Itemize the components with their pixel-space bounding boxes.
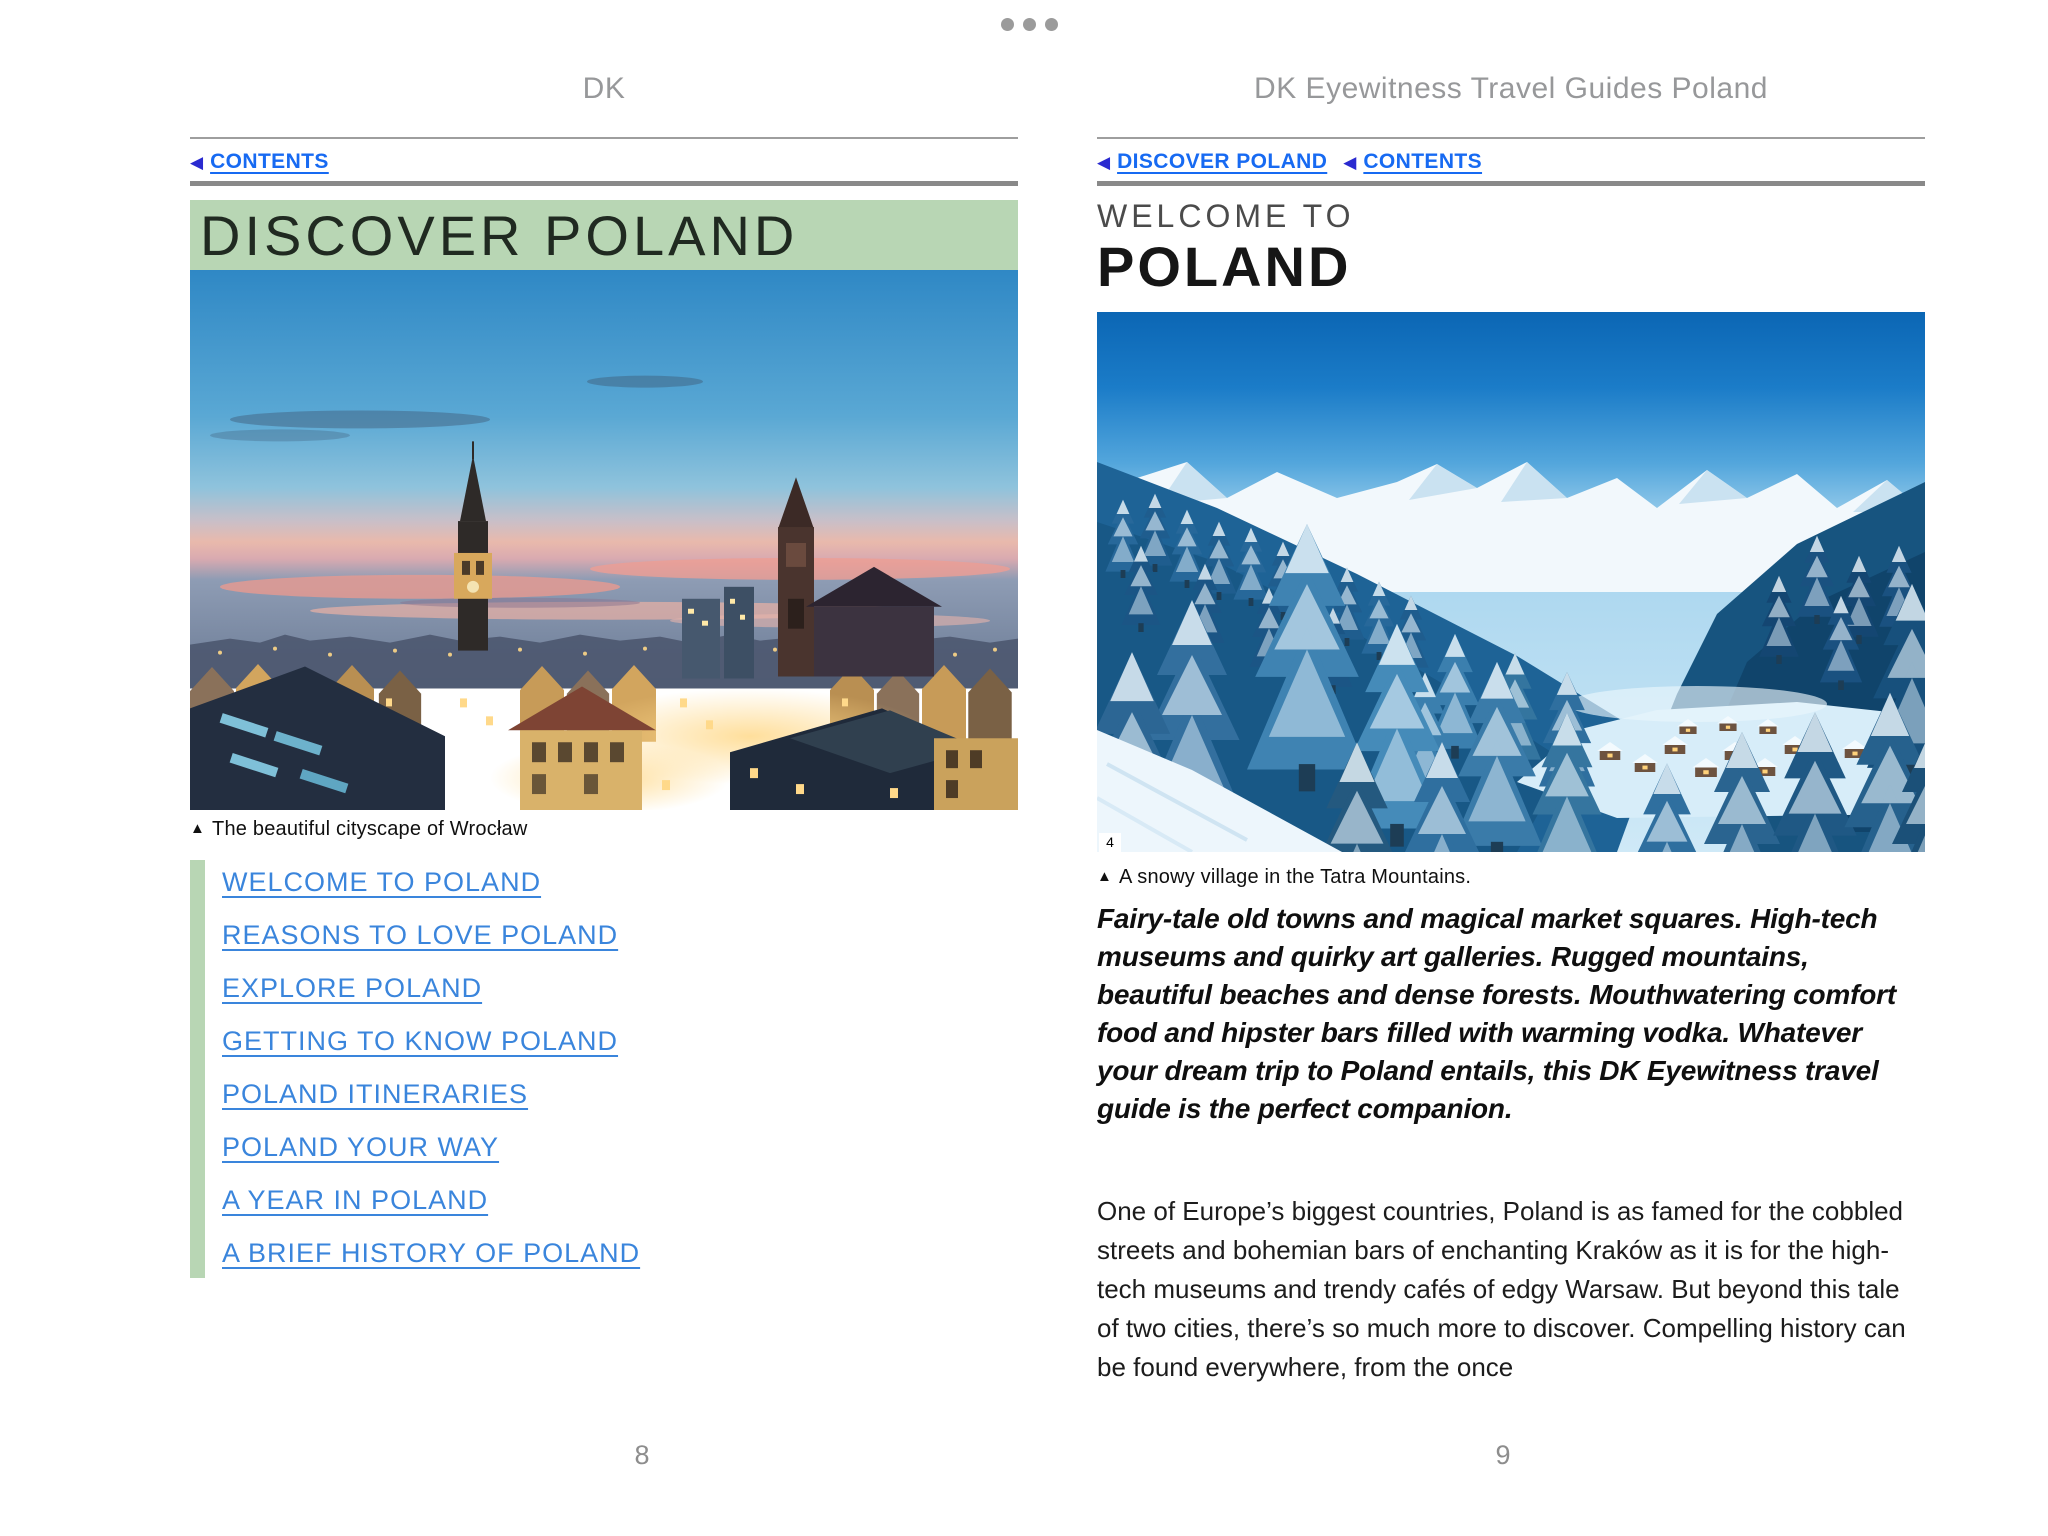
back-arrow-icon: ◀ <box>1097 152 1111 172</box>
toc-link-history[interactable]: A BRIEF HISTORY OF POLAND <box>222 1238 641 1268</box>
back-arrow-icon: ◀ <box>190 152 204 172</box>
wroclaw-cityscape-illustration <box>190 270 1018 810</box>
toc-link-explore[interactable]: EXPLORE POLAND <box>222 973 483 1003</box>
tatra-winter-illustration <box>1097 312 1925 852</box>
left-page <box>190 0 1018 1536</box>
toc-accent-bar <box>190 860 205 1278</box>
toc-link-itineraries[interactable]: POLAND ITINERARIES <box>222 1079 529 1109</box>
divider <box>1097 181 1925 186</box>
contents-link[interactable]: ◀ CONTENTS <box>190 150 329 173</box>
toc-link-getting[interactable]: GETTING TO KNOW POLAND <box>222 1026 619 1056</box>
image-caption: ▲ A snowy village in the Tatra Mountains. <box>1097 866 1472 888</box>
contents-link[interactable]: ◀ CONTENTS <box>1343 150 1483 173</box>
toc-link-your-way[interactable]: POLAND YOUR WAY <box>222 1132 500 1162</box>
toc-link-reasons[interactable]: REASONS TO LOVE POLAND <box>222 920 619 950</box>
chapter-banner <box>190 200 1018 270</box>
running-header: DK <box>582 72 626 105</box>
image-caption: ▲ The beautiful cityscape of Wrocław <box>190 818 528 840</box>
wroclaw-cityscape-image <box>190 270 1018 810</box>
breadcrumb <box>190 147 1018 177</box>
toc-link-welcome[interactable]: WELCOME TO POLAND <box>222 867 542 897</box>
section-eyebrow: WELCOME TO <box>1097 198 1355 234</box>
dot-icon <box>1045 18 1058 31</box>
divider <box>1097 137 1925 139</box>
discover-poland-link[interactable]: ◀ DISCOVER POLAND <box>1097 150 1328 173</box>
breadcrumb <box>1097 147 1925 177</box>
divider <box>190 137 1018 139</box>
tatra-mountains-image <box>1097 312 1925 852</box>
dot-icon <box>1023 18 1036 31</box>
toc-link-a-year[interactable]: A YEAR IN POLAND <box>222 1185 489 1215</box>
lead-paragraph: Fairy-tale old towns and magical market squares. High-tech museums and quirky art galleries. Rugged mountains, beautiful beaches and dense forests. Mouthwatering comfort food and hipster bars filled with warming vodka. Whatever your dream trip to Poland entails, this DK Eyewitness travel guide is the perfect companion. <box>1097 903 1896 1124</box>
running-header: DK Eyewitness Travel Guides Poland <box>1254 72 1768 105</box>
chapter-toc <box>190 856 1018 1280</box>
divider <box>190 181 1018 186</box>
caption-arrow-icon: ▲ <box>1097 868 1113 885</box>
chapter-title: DISCOVER POLAND <box>200 203 799 267</box>
page-number: 9 <box>1495 1440 1511 1470</box>
section-title: POLAND <box>1097 235 1352 298</box>
page-number: 8 <box>634 1440 650 1470</box>
caption-arrow-icon: ▲ <box>190 820 206 837</box>
body-paragraph: One of Europe’s biggest countries, Poland is as famed for the cobbled streets and bohemian bars of enchanting Kraków as it is for the high-tech museums and trendy cafés of edgy Warsaw. But beyond this tale of two cities, there’s so much more to discover. Compelling history can be found everywhere, from the once <box>1097 1196 1906 1382</box>
figure-number-badge: 4 <box>1099 833 1121 852</box>
back-arrow-icon: ◀ <box>1343 152 1357 172</box>
right-page <box>1097 0 1925 1536</box>
